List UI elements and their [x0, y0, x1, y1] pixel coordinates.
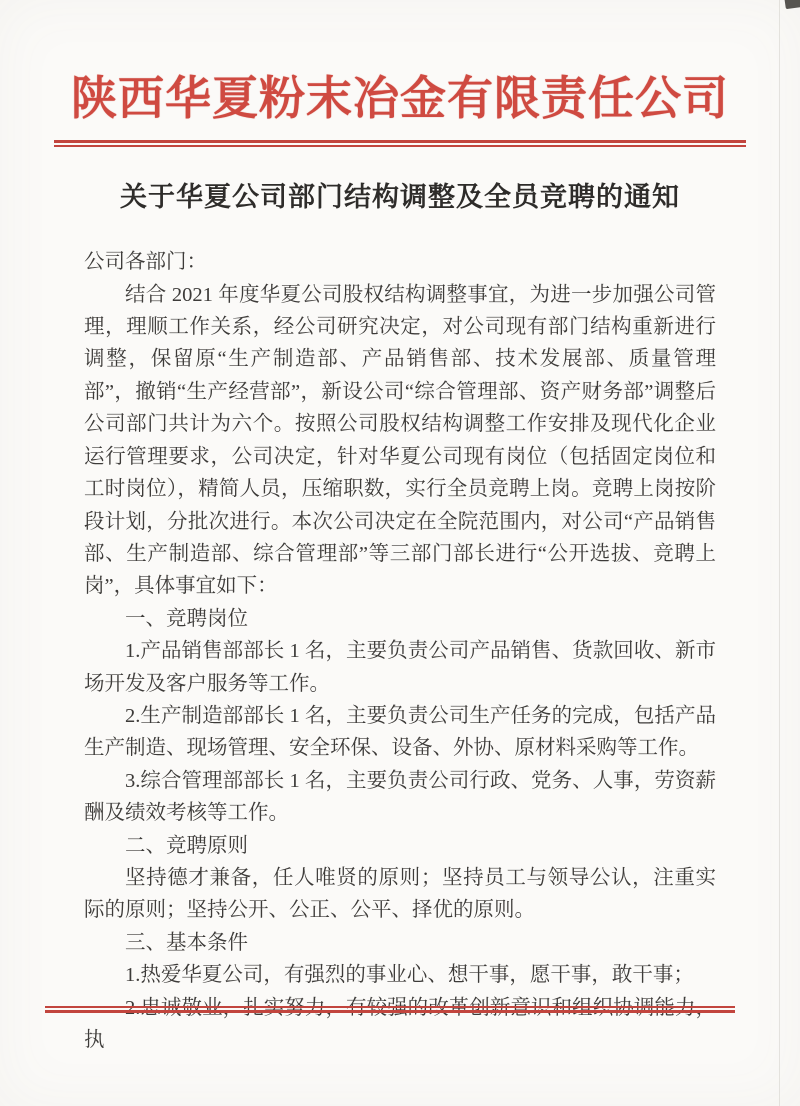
body-paragraph: 2.生产制造部部长 1 名，主要负责公司生产任务的完成，包括产品生产制造、现场管理、安全环保、设备、外协、原材料采购等工作。: [84, 704, 716, 760]
body-paragraph: 1.热爱华夏公司，有强烈的事业心、想干事，愿干事，敢干事；: [125, 964, 694, 987]
document-body: [84, 246, 716, 1056]
header-divider: [54, 140, 746, 147]
body-paragraph: 3.综合管理部部长 1 名，主要负责公司行政、党务、人事，劳资薪酬及绩效考核等工作。: [84, 769, 716, 825]
scan-edge-artifact: [779, 0, 780, 1106]
body-paragraph: 坚持德才兼备，任人唯贤的原则；坚持员工与领导公认，注重实际的原则；坚持公开、公正、公平、择优的原则。: [84, 866, 716, 922]
section-heading: 二、竞聘原则: [125, 834, 248, 857]
body-paragraph: 公司各部门：: [84, 251, 207, 274]
document-title: 关于华夏公司部门结构调整及全员竞聘的通知: [120, 182, 680, 213]
section-heading: 一、竞聘岗位: [125, 607, 248, 630]
company-name: 陕西华夏粉末冶金有限责任公司: [71, 73, 729, 124]
letterhead: [0, 0, 800, 147]
section-heading: 三、基本条件: [125, 931, 248, 954]
footer-divider: [45, 1006, 735, 1013]
body-paragraph: 2.忠诚敬业，扎实努力，有较强的改革创新意识和组织协调能力，执: [84, 996, 716, 1052]
body-paragraph: 1.产品销售部部长 1 名，主要负责公司产品销售、货款回收、新市场开发及客户服务等工作。: [84, 640, 716, 695]
body-paragraph: 结合 2021 年度华夏公司股权结构调整事宜，为进一步加强公司管理，理顺工作关系，经公司研究决定，对公司现有部门结构重新进行调整，保留原“生产制造部、产品销售部、技术发展部、质量管理部”，撤销“生产经营部”，新设公司“综合管理部、资产财务部”调整后公司部门共计为六个。按照公司股权结构调整工作安排及现代化企业运行管理要求，公司决定，针对华夏公司现有岗位（包括固定岗位和工时岗位），精简人员，压缩职数，实行全员竞聘上岗。竞聘上岗按阶段计划，分批次进行。本次公司决定在全院范围内，对公司“产品销售部、生产制造部、综合管理部”等三部门部长进行“公开选拔、竞聘上岗”，具体事宜如下：: [84, 283, 716, 598]
